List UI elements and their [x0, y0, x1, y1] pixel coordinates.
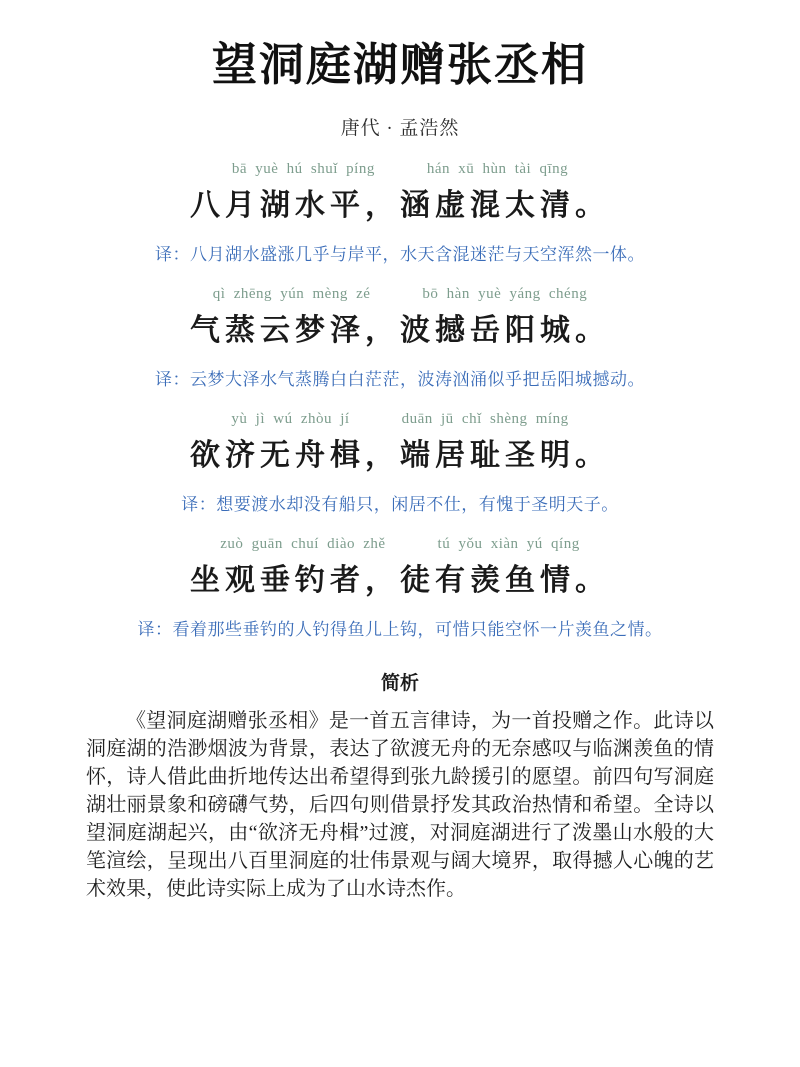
- translation-line: [0, 240, 800, 265]
- pinyin-row: [0, 161, 800, 178]
- poem-line-text: 八月湖水平，涵虚混太清。: [190, 189, 610, 222]
- translation-text: 八月湖水盛涨几乎与岸平，水天含混迷茫与天空浑然一体。: [190, 245, 645, 264]
- poem-line-text: 气蒸云梦泽，波撼岳阳城。: [190, 314, 610, 347]
- poem-stanza-4: [0, 536, 800, 640]
- translation-text: 云梦大泽水气蒸腾白白茫茫，波涛汹涌似乎把岳阳城撼动。: [190, 370, 645, 389]
- author-line: 唐代 · 孟浩然: [340, 118, 460, 139]
- poem-stanza-2: [0, 286, 800, 390]
- translation-text: 想要渡水却没有船只，闲居不仕，有愧于圣明天子。: [216, 495, 619, 514]
- translation-label: 译：: [137, 620, 173, 639]
- pinyin-right: bō hàn yuè yáng chéng: [422, 286, 588, 302]
- poem-line-text: 欲济无舟楫，端居耻圣明。: [190, 439, 610, 472]
- pinyin-row: [0, 411, 800, 428]
- translation-line: [0, 365, 800, 390]
- analysis-paragraph: 《望洞庭湖赠张丞相》是一首五言律诗，为一首投赠之作。此诗以洞庭湖的浩渺烟波为背景，表达了欲渡无舟的无奈感叹与临渊羡鱼的情怀，诗人借此曲折地传达出希望得到张九龄援引的愿望。前四句写洞庭湖壮丽景象和磅礴气势，后四句则借景抒发其政治热情和希望。全诗以望洞庭湖起兴，由“欲济无舟楫”过渡，对洞庭湖进行了泼墨山水般的大笔渲绘，呈现出八百里洞庭的壮伟景观与阔大境界，取得撼人心魄的艺术效果，使此诗实际上成为了山水诗杰作。: [86, 710, 714, 900]
- pinyin-left: yù jì wú zhòu jí: [231, 411, 350, 427]
- page-title: 望洞庭湖赠张丞相: [211, 40, 588, 90]
- translation-text: 看着那些垂钓的人钓得鱼儿上钩，可惜只能空怀一片羡鱼之情。: [172, 620, 663, 639]
- pinyin-left: qì zhēng yún mèng zé: [212, 286, 371, 302]
- translation-line: [0, 615, 800, 640]
- pinyin-right: tú yǒu xiàn yú qíng: [437, 536, 580, 552]
- translation-line: [0, 490, 800, 515]
- analysis-heading: 简析: [380, 673, 419, 694]
- poem-stanza-3: [0, 411, 800, 515]
- translation-label: 译：: [155, 370, 190, 389]
- poem-stanza-1: [0, 161, 800, 265]
- pinyin-left: zuò guān chuí diào zhě: [220, 536, 386, 552]
- poem-line-text: 坐观垂钓者，徒有羡鱼情。: [190, 564, 610, 597]
- pinyin-row: [0, 286, 800, 303]
- pinyin-right: hán xū hùn tài qīng: [426, 161, 569, 177]
- pinyin-right: duān jū chǐ shèng míng: [401, 411, 569, 427]
- translation-label: 译：: [181, 495, 217, 514]
- pinyin-left: bā yuè hú shuǐ píng: [231, 161, 375, 177]
- pinyin-row: [0, 536, 800, 553]
- translation-label: 译：: [155, 245, 190, 264]
